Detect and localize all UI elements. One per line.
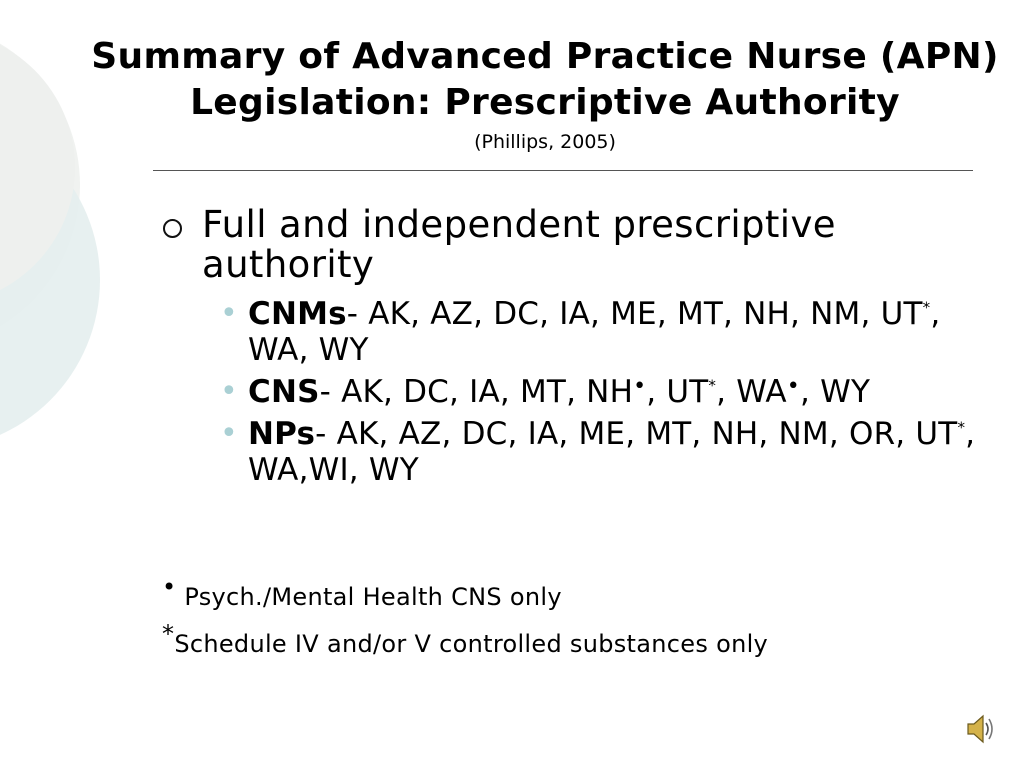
main-bullet: [163, 205, 983, 285]
sub-bullet-nps: [220, 416, 1000, 488]
ring-bullet-icon: [163, 219, 182, 238]
sub-bullet-states: , UT: [646, 374, 709, 410]
slide-title: Summary of Advanced Practice Nurse (APN) Legislation: Prescriptive Authority: [91, 36, 999, 123]
footnote-text: Schedule IV and/or V controlled substances only: [174, 630, 769, 658]
slide-citation: (Phillips, 2005): [474, 131, 616, 153]
sub-bullet-states-end: , WA, WY: [248, 296, 941, 368]
footnote-text: Psych./Mental Health CNS only: [176, 583, 562, 611]
sub-bullet-cns: [220, 374, 1000, 410]
sub-bullet-states: - AK, DC, IA, MT, NH: [319, 374, 634, 410]
sub-bullet-list: [220, 296, 1000, 494]
title-divider: [153, 170, 973, 171]
asterisk-mark: *: [957, 418, 966, 437]
sub-bullet-states-end: , WY: [799, 374, 871, 410]
sub-bullet-label: CNS: [248, 374, 320, 410]
sub-bullet-states-end: , WA,WI, WY: [248, 416, 976, 488]
sub-bullet-states: - AK, AZ, DC, IA, ME, MT, NH, NM, UT: [346, 296, 923, 332]
sub-bullet-label: NPs: [248, 416, 316, 452]
asterisk-mark: *: [708, 376, 717, 395]
bullet-dot-icon: •: [220, 374, 238, 409]
bullet-dot-icon: •: [220, 416, 238, 451]
sub-bullet-cnms: [220, 296, 1000, 368]
psych-mark: •: [786, 374, 800, 399]
psych-mark: •: [633, 374, 647, 399]
footnote-symbol: •: [162, 573, 177, 601]
footnote-psych: [162, 573, 562, 611]
sub-bullet-states: - AK, AZ, DC, IA, ME, MT, NH, NM, OR, UT: [315, 416, 958, 452]
bullet-dot-icon: •: [220, 296, 238, 331]
main-bullet-text: Full and independent prescriptive authority: [202, 203, 836, 286]
sub-bullet-states: , WA: [716, 374, 787, 410]
sub-bullet-label: CNMs: [248, 296, 347, 332]
speaker-icon[interactable]: [966, 712, 996, 746]
footnote-symbol: *: [162, 620, 175, 648]
asterisk-mark: *: [922, 298, 931, 317]
footnote-schedule: [162, 620, 768, 658]
